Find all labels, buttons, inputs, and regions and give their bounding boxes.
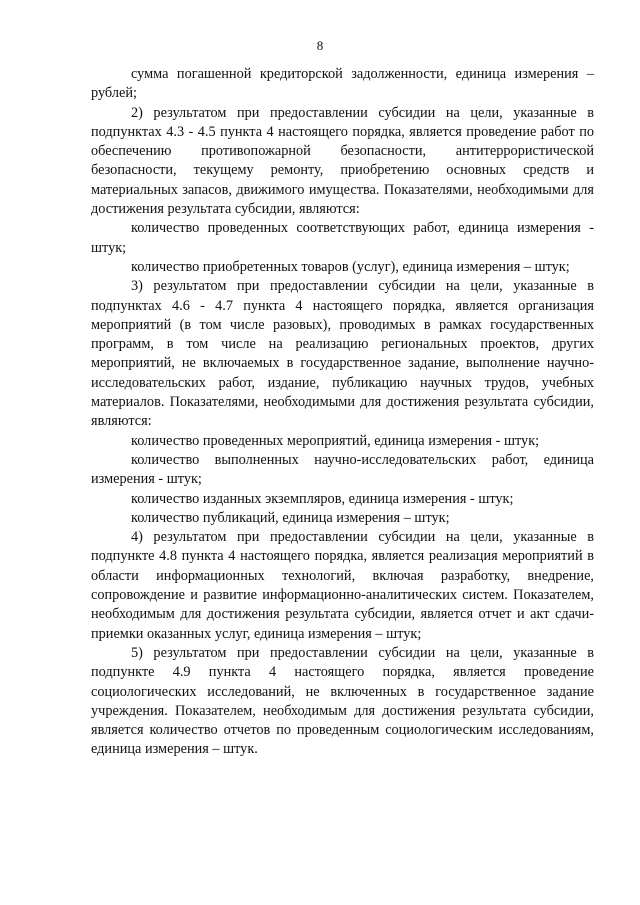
paragraph-copies-count: количество изданных экземпляров, единица измерения - штук; [131,490,514,507]
paragraph-result-4: 4) результатом при предоставлении субсидии на цели, указанные в подпункте 4.8 пункта 4 настоящего порядка, является реализация мероприятий в области информационных технологий, включая разработку, внедрение, сопровождение и развитие информационно-аналитических систем. Показателем, необходимым для достижения результата субсидии, является отчет и акт сдачи-приемки оказанных услуг, единица измерения – штук; [91,529,594,642]
paragraph-works-count: количество проведенных соответствующих работ, единица измерения - штук; [91,220,594,256]
paragraph-goods-count: количество приобретенных товаров (услуг), единица измерения – штук; [131,258,570,275]
paragraph-result-3: 3) результатом при предоставлении субсидии на цели, указанные в подпунктах 4.6 - 4.7 пункта 4 настоящего порядка, является организация мероприятий (в том числе разовых), проводимых в рамках государственных программ, в том числе на реализацию региональных проектов, других мероприятий, не включаемых в государственное задание, выполнение научно-исследовательских работ, издание, публикацию научных трудов, учебных материалов. Показателями, необходимыми для достижения результата субсидии, являются: [91,278,594,430]
paragraph-debt-sum: сумма погашенной кредиторской задолженности, единица измерения – рублей; [91,66,594,102]
paragraph-result-2: 2) результатом при предоставлении субсидии на цели, указанные в подпунктах 4.3 - 4.5 пункта 4 настоящего порядка, является проведение работ по обеспечению противопожарной безопасности, антитеррористической безопасности, текущему ремонту, приобретению основных средств и материальных запасов, движимого имущества. Показателями, необходимыми для достижения результата субсидии, являются: [91,104,594,218]
paragraph-events-count: количество проведенных мероприятий, единица измерения - штук; [131,432,540,449]
page-number: 8 [316,38,324,53]
paragraph-publications-count: количество публикаций, единица измерения – штук; [131,509,450,526]
paragraph-result-5: 5) результатом при предоставлении субсидии на цели, указанные в подпункте 4.9 пункта 4 настоящего порядка, является проведение социологических исследований, не включенных в государственное задание учреждения. Показателем, необходимым для достижения результата субсидии, является количество отчетов по проведенным социологическим исследованиям, единица измерения – штук. [91,644,594,758]
document-body [91,65,594,760]
paragraph-research-count: количество выполненных научно-исследовательских работ, единица измерения - штук; [91,451,594,488]
